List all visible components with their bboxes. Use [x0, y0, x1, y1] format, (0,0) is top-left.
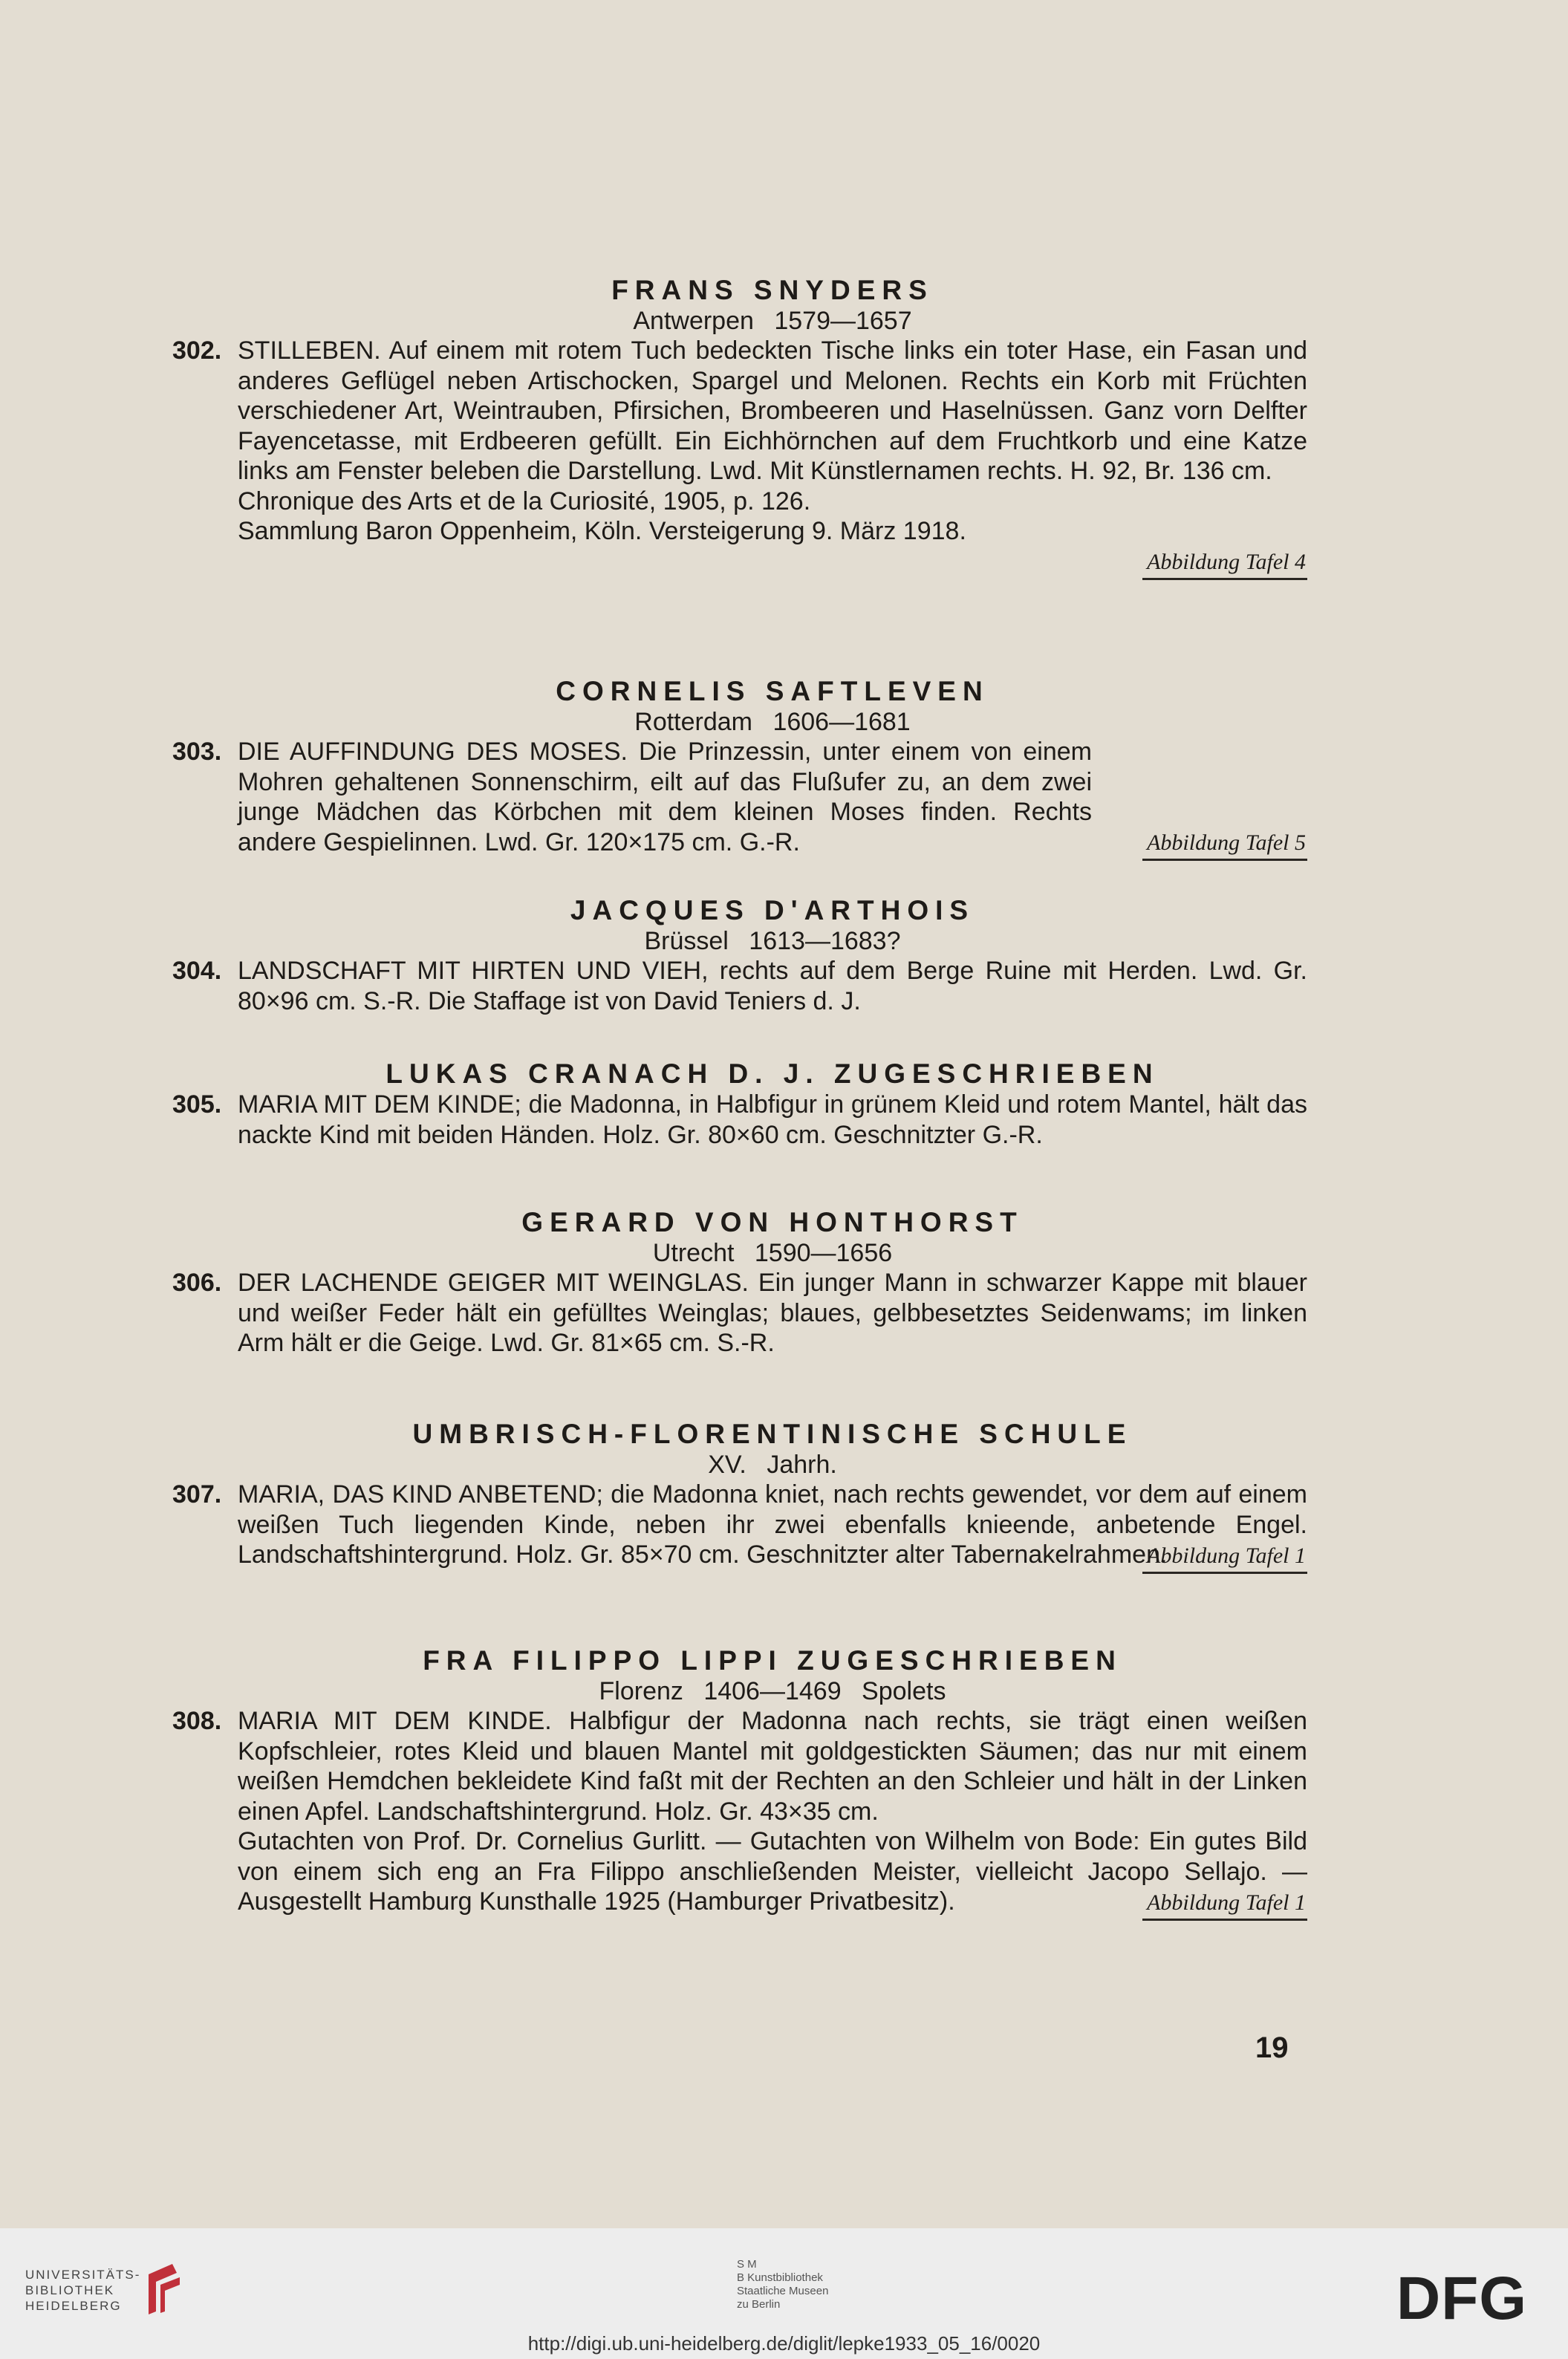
dfg-logo: DFG [1396, 2265, 1528, 2332]
section-cranach [172, 1058, 1307, 1150]
artist-heading: GERARD VON HONTHORST [521, 1207, 1024, 1237]
section-arthois [172, 895, 1307, 1016]
artist-subtitle: Utrecht 1590—1656 [652, 1239, 893, 1267]
catalog-entry [172, 1480, 1307, 1574]
entry-text: Gutachten von Prof. Dr. Cornelius Gurlitt. — Gutachten von Wilhelm von Bode: Ein gutes Bild von einem sich eng an Fra Filippo anschließenden Meister, vielleicht Jacopo Sellajo. — Ausgestellt Hamburg Kunsthalle 1925 (Hamburger Privatbesitz). [238, 1827, 1307, 1916]
entry-number: 305. [172, 1090, 222, 1119]
artist-subtitle: Rotterdam 1606—1681 [634, 708, 911, 736]
entry-text: MARIA MIT DEM KINDE. Halbfigur der Madonna nach rechts, sie trägt einen weißen Kopfschleier, rotes Kleid und blauen Mantel mit goldgestickten Säumen; das nur mit einem weißen Hemdchen bekleidete Kind faßt mit der Rechten an den Schleier und hält in der Linken einen Apfel. Landschaftshintergrund. Holz. Gr. 43×35 cm. [238, 1707, 1307, 1826]
entry-text: STILLEBEN. Auf einem mit rotem Tuch bedeckten Tische links ein toter Hase, ein Fasan und anderes Geflügel neben Artischocken, Spargel und Melonen. Rechts ein Korb mit Früchten verschiedener Art, Weintrauben, Pfirsichen, Brombeeren und Haselnüssen. Ganz vorn Delfter Fayencetasse, mit Erdbeeren gefüllt. Ein Eichhörnchen auf dem Fruchtkorb und eine Katze links am Fenster beleben die Darstellung. Lwd. Mit Künstlernamen rechts. H. 92, Br. 136 cm. [238, 336, 1307, 485]
entry-text: Sammlung Baron Oppenheim, Köln. Versteigerung 9. März 1918. [238, 517, 966, 545]
entry-text: MARIA MIT DEM KINDE; die Madonna, in Halbfigur in grünem Kleid und rotem Mantel, hält das nackte Kind mit beiden Händen. Holz. Gr. 80×60 cm. Geschnitzter G.-R. [238, 1090, 1307, 1149]
catalog-entry [172, 336, 1307, 580]
section-snyders [172, 275, 1307, 580]
university-logo-icon [134, 2259, 186, 2319]
catalog-entry [172, 956, 1307, 1016]
artist-heading: LUKAS CRANACH D. J. ZUGESCHRIEBEN [386, 1058, 1159, 1089]
artist-heading: FRA FILIPPO LIPPI ZUGESCHRIEBEN [423, 1645, 1122, 1676]
artist-subtitle: Antwerpen 1579—1657 [633, 307, 912, 335]
page-number: 19 [1255, 2031, 1289, 2064]
artist-heading: JACQUES D'ARTHOIS [570, 895, 975, 925]
plate-reference: Abbildung Tafel 5 [238, 829, 1307, 861]
source-url-link[interactable]: http://digi.ub.uni-heidelberg.de/diglit/lepke1933_05_16/0020 [527, 2332, 1041, 2355]
catalog-entry [172, 1706, 1307, 1921]
sm-kunstbibliothek-label: S M B Kunstbibliothek Staatliche Museen zu Berlin [737, 2258, 829, 2311]
entry-number: 303. [172, 738, 222, 766]
section-honthorst [172, 1207, 1307, 1359]
artist-heading: FRANS SNYDERS [611, 275, 934, 305]
artist-subtitle: Florenz 1406—1469 Spolets [599, 1677, 946, 1705]
entry-text: MARIA, DAS KIND ANBETEND; die Madonna kniet, nach rechts gewendet, vor dem auf einem weißen Tuch liegenden Kinde, neben ihr zwei ebenfalls knieende, anbetende Engel. Landschaftshintergrund. Holz. Gr. 85×70 cm. Geschnitzter alter Tabernakelrahmen. [238, 1480, 1307, 1569]
artist-heading: CORNELIS SAFTLEVEN [556, 676, 989, 706]
entry-text: Chronique des Arts et de la Curiosité, 1905, p. 126. [238, 487, 811, 515]
plate-reference: Abbildung Tafel 4 [238, 548, 1307, 580]
entry-number: 302. [172, 336, 222, 365]
section-lippi [172, 1645, 1307, 1921]
entry-text: DER LACHENDE GEIGER MIT WEINGLAS. Ein junger Mann in schwarzer Kappe mit blauer und weißer Feder hält ein gefülltes Weinglas; blaues, gelbbesetztes Seidenwams; im linken Arm hält er die Geige. Lwd. Gr. 81×65 cm. S.-R. [238, 1269, 1307, 1357]
entry-text: LANDSCHAFT MIT HIRTEN UND VIEH, rechts auf dem Berge Ruine mit Herden. Lwd. Gr. 80×96 cm. S.-R. Die Staffage ist von David Teniers d. J. [238, 957, 1307, 1015]
plate-reference: Abbildung Tafel 1 [238, 1542, 1307, 1574]
section-saftleven [172, 676, 1307, 861]
entry-number: 306. [172, 1269, 222, 1297]
artist-heading: UMBRISCH-FLORENTINISCHE SCHULE [412, 1419, 1133, 1449]
entry-text: DIE AUFFINDUNG DES MOSES. Die Prinzessin, unter einem von einem Mohren gehaltenen Sonnenschirm, eilt auf das Flußufer zu, an dem zwei junge Mädchen das Körbchen mit dem kleinen Moses finden. Rechts andere Gespielinnen. Lwd. Gr. 120×175 cm. G.-R. [238, 738, 1092, 856]
artist-subtitle: XV. Jahrh. [708, 1451, 837, 1479]
catalog-entry [172, 1268, 1307, 1359]
catalog-entry [172, 737, 1307, 861]
university-library-label: UNIVERSITÄTS- BIBLIOTHEK HEIDELBERG [25, 2268, 141, 2313]
section-umbrisch [172, 1419, 1307, 1574]
plate-reference: Abbildung Tafel 1 [238, 1889, 1307, 1921]
catalog-entry [172, 1090, 1307, 1150]
footer-bar [0, 2228, 1568, 2359]
entry-number: 308. [172, 1707, 222, 1735]
artist-subtitle: Brüssel 1613—1683? [644, 927, 901, 955]
entry-number: 304. [172, 957, 222, 985]
entry-number: 307. [172, 1480, 222, 1509]
